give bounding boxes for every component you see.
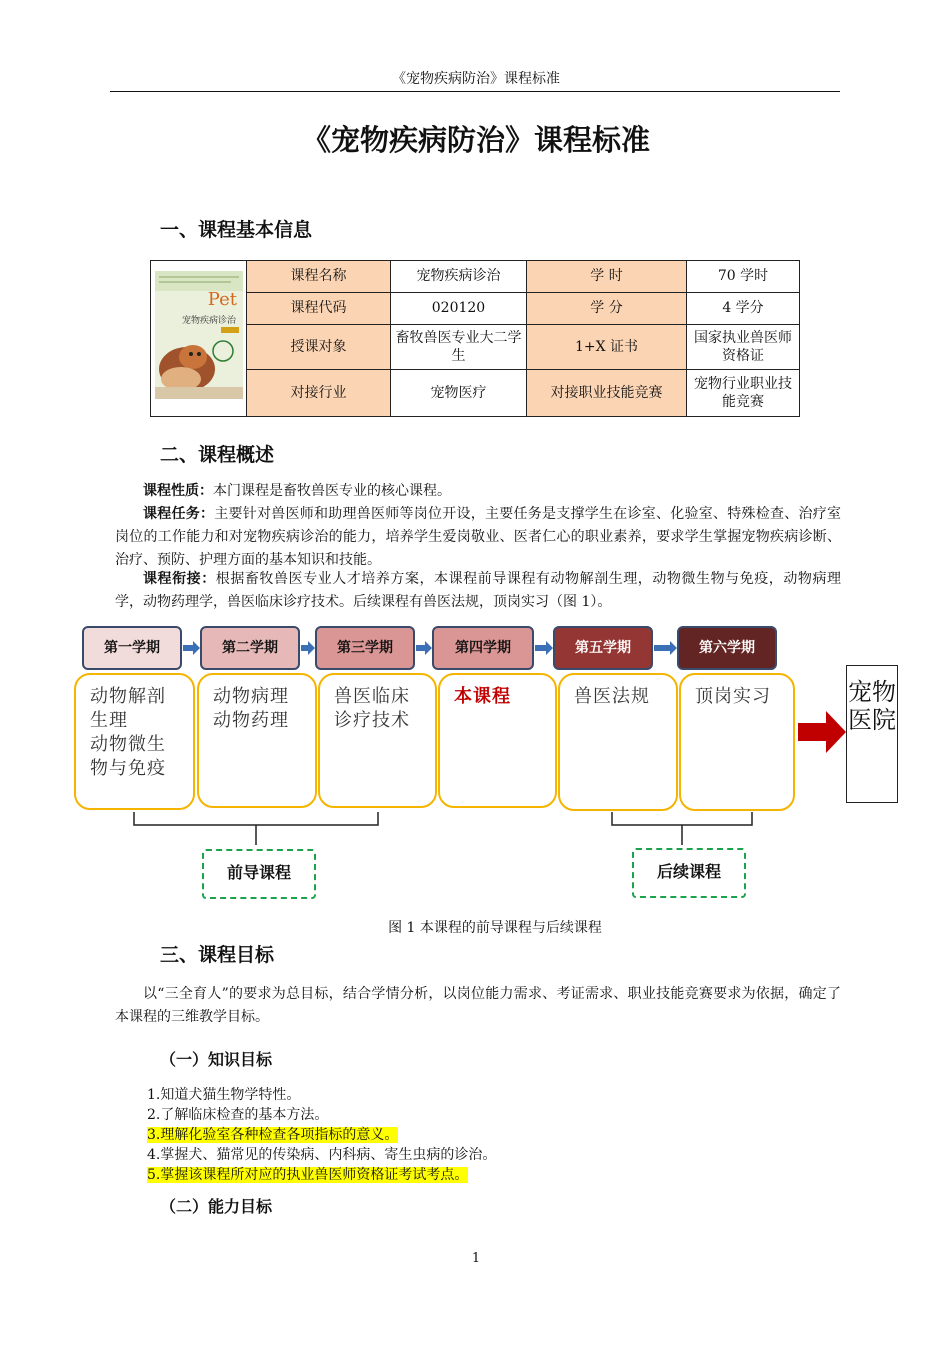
cover-brand: Pet [207,289,237,310]
cell-label: 学 时 [527,261,687,293]
arrow-right-icon [654,641,677,655]
course-box-3: 兽医临床诊疗技术 [318,673,437,808]
cell-label: 课程代码 [247,292,391,324]
cell-value: 畜牧兽医专业大二学生 [391,324,527,369]
page-number: 1 [471,1251,481,1266]
semester-4: 第四学期 [432,626,534,670]
prereq-label: 前导课程 [202,849,316,899]
arrow-right-icon [535,641,553,655]
course-box-current: 本课程 [438,673,557,808]
list-item: 2.了解临床检查的基本方法。 [147,1107,329,1123]
course-box-5: 兽医法规 [558,673,678,811]
course-box-1: 动物解剖生理 动物微生物与免疫 [74,673,195,810]
knowledge-heading: （一）知识目标 [160,1050,273,1069]
semester-3: 第三学期 [315,626,415,670]
arrow-right-icon [301,641,315,655]
ability-heading: （二）能力目标 [160,1197,273,1216]
link-label: 课程衔接： [143,571,216,587]
link-text: 根据畜牧兽医专业人才培养方案，本课程前导课程有动物解剖生理，动物微生物与免疫，动物病理学，动物药理学，兽医临床诊疗技术。后续课程有兽医法规，顶岗实习（图 1）。 [115,571,841,610]
list-item: 1.知道犬猫生物学特性。 [147,1087,301,1103]
list-item: 4.掌握犬、猫常见的传染病、内科病、寄生虫病的诊治。 [147,1147,497,1163]
semester-6: 第六学期 [677,626,777,670]
objectives-intro: 以“三全育人”的要求为总目标，结合学情分析，以岗位能力需求、考证需求、职业技能竞赛要求为依据，确定了本课程的三维教学目标。 [115,986,841,1025]
list-item-highlighted: 5.掌握该课程所对应的执业兽医师资格证考试考点。 [147,1167,469,1183]
section2-heading: 二、课程概述 [160,444,275,466]
cell-value: 4 学分 [687,292,800,324]
section1-heading: 一、课程基本信息 [160,219,313,241]
cell-value: 宠物疾病诊治 [391,261,527,293]
course-box-6: 顶岗实习 [679,673,795,811]
cell-value: 国家执业兽医师资格证 [687,324,800,369]
big-arrow-icon [798,711,846,753]
cell-label: 1+X 证书 [527,324,687,369]
knowledge-list [147,1085,496,1185]
running-header: 《宠物疾病防治》课程标准 [392,71,560,87]
nature-label: 课程性质： [143,483,213,499]
cell-label: 对接职业技能竞赛 [527,369,687,416]
destination-pet-hospital: 宠物医院 [846,665,898,803]
nature-text: 本门课程是畜牧兽医专业的核心课程。 [213,483,451,499]
cell-label: 对接行业 [247,369,391,416]
semester-2: 第二学期 [200,626,300,670]
task-label: 课程任务： [143,506,215,522]
arrow-right-icon [416,641,432,655]
followup-label: 后续课程 [632,848,746,898]
arrow-right-icon [183,641,200,655]
cell-value: 020120 [391,292,527,324]
list-item-highlighted: 3.理解化验室各种检查各项指标的意义。 [147,1127,399,1143]
cell-value: 70 学时 [687,261,800,293]
cell-value: 宠物医疗 [391,369,527,416]
cover-title: 宠物疾病诊治 [181,316,237,326]
semester-5: 第五学期 [553,626,653,670]
followup-brace [612,812,752,845]
cell-value: 宠物行业职业技能竞赛 [687,369,800,416]
cell-label: 授课对象 [247,324,391,369]
figure-caption: 图 1 本课程的前导课程与后续课程 [388,920,602,936]
task-text: 主要针对兽医师和助理兽医师等岗位开设，主要任务是支撑学生在诊室、化验室、特殊检查、治疗室岗位的工作能力和对宠物疾病诊治的能力，培养学生爱岗敬业、医者仁心的职业素养，要求学生掌握宠物疾病诊断、治疗、预防、护理方面的基本知识和技能。 [115,506,841,568]
section3-heading: 三、课程目标 [160,944,275,966]
semester-1: 第一学期 [82,626,182,670]
prereq-brace [134,812,378,845]
cell-label: 学 分 [527,292,687,324]
cell-label: 课程名称 [247,261,391,293]
page-title: 《宠物疾病防治》课程标准 [301,123,650,157]
course-box-2: 动物病理 动物药理 [197,673,317,808]
